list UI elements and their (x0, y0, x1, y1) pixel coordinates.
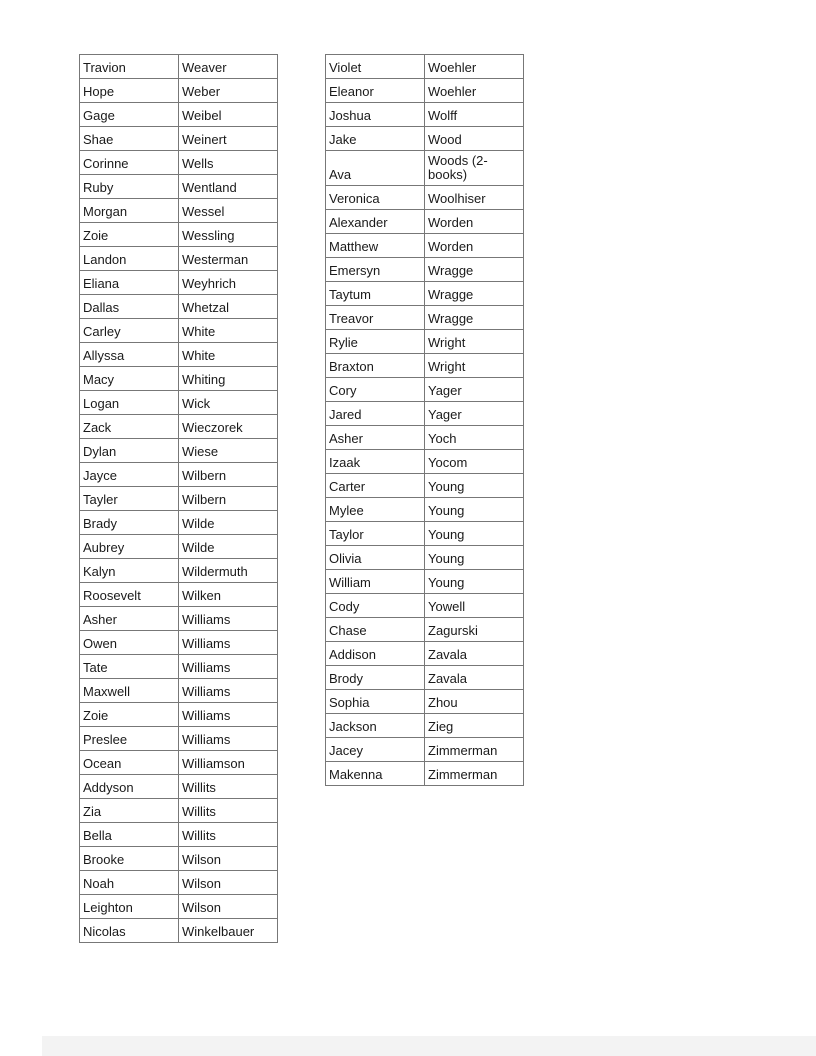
last-name-cell: Williamson (179, 751, 278, 775)
last-name-cell: Wick (179, 391, 278, 415)
last-name-cell: Williams (179, 607, 278, 631)
table-row (80, 247, 278, 271)
last-name-cell: Zavala (425, 666, 524, 690)
first-name-cell: Cory (326, 378, 425, 402)
first-name-cell: Treavor (326, 306, 425, 330)
first-name-cell: Sophia (326, 690, 425, 714)
last-name-cell: Wolff (425, 103, 524, 127)
last-name-cell: Wright (425, 330, 524, 354)
first-name-cell: Ava (326, 151, 425, 186)
table-row (326, 282, 524, 306)
first-name-cell: Jayce (80, 463, 179, 487)
table-row (80, 487, 278, 511)
first-name-cell: Rylie (326, 330, 425, 354)
table-row (80, 151, 278, 175)
last-name-cell: Williams (179, 703, 278, 727)
names-table-right (325, 54, 524, 786)
first-name-cell: Bella (80, 823, 179, 847)
last-name-cell: Wilde (179, 535, 278, 559)
table-row (326, 378, 524, 402)
last-name-cell: Weyhrich (179, 271, 278, 295)
table-row (80, 775, 278, 799)
first-name-cell: Joshua (326, 103, 425, 127)
last-name-cell: White (179, 319, 278, 343)
first-name-cell: Kalyn (80, 559, 179, 583)
first-name-cell: Jackson (326, 714, 425, 738)
last-name-cell: Yager (425, 378, 524, 402)
first-name-cell: Cody (326, 594, 425, 618)
table-row (80, 895, 278, 919)
last-name-cell: Wessling (179, 223, 278, 247)
first-name-cell: Taytum (326, 282, 425, 306)
first-name-cell: Hope (80, 79, 179, 103)
table-row (80, 535, 278, 559)
table-row (326, 714, 524, 738)
first-name-cell: Macy (80, 367, 179, 391)
last-name-cell: Young (425, 546, 524, 570)
last-name-cell: Wilson (179, 871, 278, 895)
first-name-cell: Aubrey (80, 535, 179, 559)
table-row (326, 55, 524, 79)
first-name-cell: Emersyn (326, 258, 425, 282)
table-row (80, 127, 278, 151)
table-row (80, 559, 278, 583)
table-row (326, 738, 524, 762)
table-row (326, 402, 524, 426)
table-row (326, 618, 524, 642)
first-name-cell: Zoie (80, 703, 179, 727)
table-row (80, 463, 278, 487)
table-row (80, 367, 278, 391)
first-name-cell: Taylor (326, 522, 425, 546)
last-name-cell: Weaver (179, 55, 278, 79)
first-name-cell: Makenna (326, 762, 425, 786)
first-name-cell: Preslee (80, 727, 179, 751)
last-name-cell: Wells (179, 151, 278, 175)
last-name-cell: Wilson (179, 895, 278, 919)
last-name-cell: Zimmerman (425, 762, 524, 786)
table-row (326, 306, 524, 330)
last-name-cell: Wood (425, 127, 524, 151)
table-row (80, 583, 278, 607)
table-row (326, 127, 524, 151)
last-name-cell: Wilbern (179, 487, 278, 511)
names-table-left (79, 54, 278, 943)
table-row (326, 642, 524, 666)
first-name-cell: Matthew (326, 234, 425, 258)
last-name-cell: Wentland (179, 175, 278, 199)
last-name-cell: Young (425, 570, 524, 594)
first-name-cell: Ruby (80, 175, 179, 199)
first-name-cell: Braxton (326, 354, 425, 378)
table-row (80, 199, 278, 223)
table-row (80, 799, 278, 823)
first-name-cell: Brody (326, 666, 425, 690)
last-name-cell: Willits (179, 799, 278, 823)
table-row (326, 210, 524, 234)
first-name-cell: Jacey (326, 738, 425, 762)
last-name-cell: Yoch (425, 426, 524, 450)
table-row (80, 511, 278, 535)
last-name-cell: Whetzal (179, 295, 278, 319)
first-name-cell: Asher (326, 426, 425, 450)
last-name-cell: Young (425, 522, 524, 546)
table-row (326, 498, 524, 522)
last-name-cell: Worden (425, 210, 524, 234)
last-name-cell: Whiting (179, 367, 278, 391)
table-row (80, 751, 278, 775)
last-name-cell: Williams (179, 631, 278, 655)
first-name-cell: Zia (80, 799, 179, 823)
table-row (80, 847, 278, 871)
last-name-cell: Wragge (425, 282, 524, 306)
first-name-cell: Carley (80, 319, 179, 343)
table-row (80, 223, 278, 247)
table-row (326, 79, 524, 103)
first-name-cell: Tayler (80, 487, 179, 511)
last-name-cell: Zagurski (425, 618, 524, 642)
table-row (326, 762, 524, 786)
last-name-cell: Yowell (425, 594, 524, 618)
first-name-cell: Eleanor (326, 79, 425, 103)
last-name-cell: Woods (2-books) (425, 151, 524, 186)
first-name-cell: Owen (80, 631, 179, 655)
last-name-cell: Young (425, 474, 524, 498)
table-row (326, 474, 524, 498)
table-row (80, 919, 278, 943)
first-name-cell: Dallas (80, 295, 179, 319)
table-row (80, 415, 278, 439)
first-name-cell: Zoie (80, 223, 179, 247)
table-row (326, 330, 524, 354)
first-name-cell: Carter (326, 474, 425, 498)
first-name-cell: Shae (80, 127, 179, 151)
first-name-cell: Mylee (326, 498, 425, 522)
last-name-cell: Weibel (179, 103, 278, 127)
first-name-cell: Veronica (326, 186, 425, 210)
table-row (326, 690, 524, 714)
first-name-cell: Corinne (80, 151, 179, 175)
table-row (80, 679, 278, 703)
first-name-cell: Ocean (80, 751, 179, 775)
table-row (326, 522, 524, 546)
first-name-cell: Brady (80, 511, 179, 535)
table-row (326, 234, 524, 258)
table-row (80, 295, 278, 319)
last-name-cell: Wilken (179, 583, 278, 607)
first-name-cell: Alexander (326, 210, 425, 234)
first-name-cell: Jake (326, 127, 425, 151)
table-row (80, 79, 278, 103)
table-row (80, 607, 278, 631)
last-name-cell: Williams (179, 655, 278, 679)
table-row (326, 594, 524, 618)
last-name-cell: Zavala (425, 642, 524, 666)
last-name-cell: Wilbern (179, 463, 278, 487)
table-row (80, 175, 278, 199)
table-row (80, 391, 278, 415)
last-name-cell: Williams (179, 727, 278, 751)
first-name-cell: Travion (80, 55, 179, 79)
table-row (326, 354, 524, 378)
first-name-cell: Nicolas (80, 919, 179, 943)
last-name-cell: Willits (179, 775, 278, 799)
last-name-cell: Wilson (179, 847, 278, 871)
last-name-cell: White (179, 343, 278, 367)
last-name-cell: Young (425, 498, 524, 522)
first-name-cell: Gage (80, 103, 179, 127)
table-row (326, 426, 524, 450)
first-name-cell: Asher (80, 607, 179, 631)
first-name-cell: Landon (80, 247, 179, 271)
first-name-cell: Eliana (80, 271, 179, 295)
table-row (326, 186, 524, 210)
first-name-cell: Chase (326, 618, 425, 642)
first-name-cell: Olivia (326, 546, 425, 570)
table-row (326, 258, 524, 282)
table-row (80, 703, 278, 727)
last-name-cell: Williams (179, 679, 278, 703)
first-name-cell: Maxwell (80, 679, 179, 703)
table-row (326, 103, 524, 127)
first-name-cell: Izaak (326, 450, 425, 474)
first-name-cell: Dylan (80, 439, 179, 463)
table-row (80, 343, 278, 367)
first-name-cell: Morgan (80, 199, 179, 223)
last-name-cell: Yager (425, 402, 524, 426)
last-name-cell: Wragge (425, 306, 524, 330)
first-name-cell: Tate (80, 655, 179, 679)
table-row (326, 666, 524, 690)
last-name-cell: Zhou (425, 690, 524, 714)
first-name-cell: Violet (326, 55, 425, 79)
first-name-cell: Jared (326, 402, 425, 426)
last-name-cell: Wright (425, 354, 524, 378)
first-name-cell: Roosevelt (80, 583, 179, 607)
last-name-cell: Willits (179, 823, 278, 847)
last-name-cell: Weber (179, 79, 278, 103)
table-row (80, 655, 278, 679)
table-row (326, 450, 524, 474)
last-name-cell: Winkelbauer (179, 919, 278, 943)
last-name-cell: Yocom (425, 450, 524, 474)
table-row (80, 319, 278, 343)
last-name-cell: Worden (425, 234, 524, 258)
first-name-cell: Zack (80, 415, 179, 439)
last-name-cell: Wragge (425, 258, 524, 282)
last-name-cell: Weinert (179, 127, 278, 151)
first-name-cell: Addison (326, 642, 425, 666)
first-name-cell: Logan (80, 391, 179, 415)
first-name-cell: Noah (80, 871, 179, 895)
table-row (326, 546, 524, 570)
last-name-cell: Westerman (179, 247, 278, 271)
page-footer-bar (42, 1036, 816, 1056)
table-row (80, 631, 278, 655)
last-name-cell: Wessel (179, 199, 278, 223)
table-row (326, 151, 524, 186)
table-row (80, 103, 278, 127)
first-name-cell: William (326, 570, 425, 594)
first-name-cell: Allyssa (80, 343, 179, 367)
last-name-cell: Wildermuth (179, 559, 278, 583)
last-name-cell: Wiese (179, 439, 278, 463)
last-name-cell: Wieczorek (179, 415, 278, 439)
table-row (80, 55, 278, 79)
last-name-cell: Wilde (179, 511, 278, 535)
table-row (80, 871, 278, 895)
last-name-cell: Zimmerman (425, 738, 524, 762)
table-row (80, 727, 278, 751)
table-row (80, 271, 278, 295)
last-name-cell: Zieg (425, 714, 524, 738)
table-row (80, 439, 278, 463)
last-name-cell: Woehler (425, 79, 524, 103)
last-name-cell: Woehler (425, 55, 524, 79)
first-name-cell: Brooke (80, 847, 179, 871)
table-row (80, 823, 278, 847)
first-name-cell: Leighton (80, 895, 179, 919)
last-name-cell: Woolhiser (425, 186, 524, 210)
first-name-cell: Addyson (80, 775, 179, 799)
table-row (326, 570, 524, 594)
